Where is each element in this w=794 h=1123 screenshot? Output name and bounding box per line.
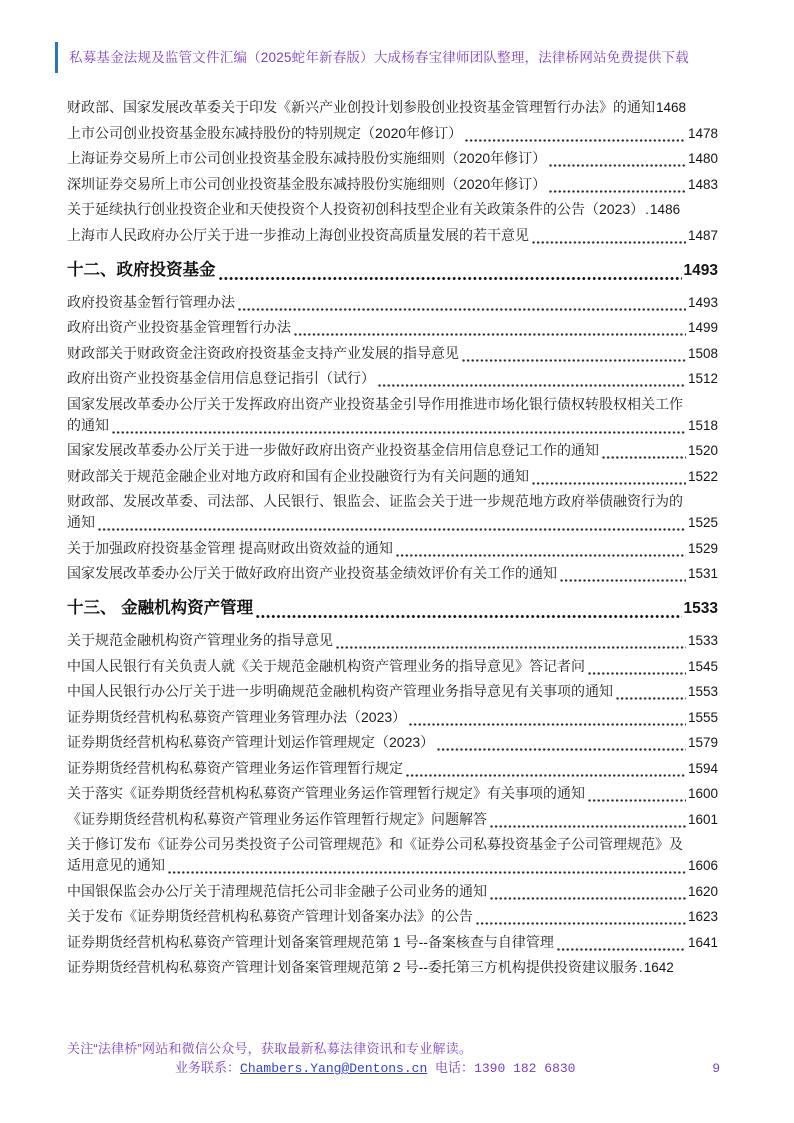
toc-entry	[67, 783, 718, 804]
page-footer	[67, 1040, 722, 1078]
dotted-leader	[294, 325, 686, 336]
toc-entry-title: 上市公司创业投资基金股东减持股份的特别规定（2020年修订）	[67, 124, 463, 141]
toc-entry	[67, 834, 718, 876]
dotted-leader	[588, 664, 686, 675]
toc-entry	[67, 732, 718, 753]
toc-entry-row	[67, 368, 718, 389]
toc-entry-title: 的通知	[67, 416, 109, 433]
dotted-leader	[532, 233, 686, 244]
toc-entry-title: 国家发展改革委办公厅关于进一步做好政府出资产业投资基金信用信息登记工作的通知	[67, 442, 599, 458]
toc-entry-row	[67, 292, 718, 313]
toc-entry	[67, 225, 718, 246]
toc-entry-row	[67, 855, 718, 876]
toc-page-number: 1579	[687, 735, 718, 750]
toc-entry	[67, 466, 718, 487]
toc-entry-row	[67, 148, 718, 169]
header-accent-bar	[55, 42, 58, 73]
dotted-leader	[490, 817, 686, 828]
toc-entry	[67, 681, 718, 702]
toc-entry-title: 国家发展改革委办公厅关于做好政府出资产业投资基金绩效评价有关工作的通知	[67, 565, 557, 581]
footer-note: 关注“法律桥”网站和微信公众号，获取最新私募法律资讯和专业解读。	[67, 1041, 473, 1056]
dotted-leader	[602, 448, 686, 459]
toc-page-number: 1512	[687, 371, 718, 386]
toc-entry-row	[67, 906, 718, 927]
toc-entry	[67, 563, 718, 584]
dotted-leader	[98, 520, 686, 531]
toc-entry-title: 政府投资基金暂行管理办法	[67, 293, 235, 310]
toc-page-number: 1525	[687, 515, 718, 530]
toc-page-number: 1531	[687, 566, 718, 581]
toc-entry-row	[67, 932, 718, 953]
toc-page-number: 1478	[687, 125, 718, 141]
dotted-leader	[378, 376, 686, 387]
toc-entry	[67, 707, 718, 728]
toc-page-number: 1533	[687, 633, 718, 648]
toc-entry	[67, 538, 718, 559]
toc-entry-row	[67, 681, 718, 702]
toc-entry	[67, 343, 718, 364]
toc-entry-title: 证券期货经营机构私募资产管理计划备案管理规范第 1 号--备案核查与自律管理	[67, 933, 554, 950]
dotted-leader	[219, 269, 682, 280]
toc-page-number: 1601	[687, 811, 718, 827]
toc-entry-row	[67, 881, 718, 902]
dotted-leader	[396, 546, 686, 557]
dotted-leader	[437, 740, 686, 751]
toc-entry-title: 中国人民银行有关负责人就《关于规范金融机构资产管理业务的指导意见》答记者问	[67, 657, 585, 674]
dotted-leader	[476, 914, 686, 925]
toc-entry-title: 国家发展改革委办公厅关于发挥政府出资产业投资基金引导作用推进市场化银行债权转股权相关工作	[67, 395, 683, 412]
dotted-leader	[557, 940, 686, 951]
toc-entry-title: 通知	[67, 514, 95, 530]
dotted-leader	[409, 715, 686, 726]
toc-page-number: 1594	[687, 760, 718, 776]
toc-entry-title: 政府出资产业投资基金管理暂行办法	[67, 319, 291, 335]
toc-entry-title: 政府出资产业投资基金信用信息登记指引（试行）	[67, 370, 375, 386]
toc-entry-row	[67, 174, 718, 195]
toc-entry	[67, 656, 718, 677]
toc-page-number: 1468	[656, 100, 687, 115]
toc-entry-title: 关于修订发布《证券公司另类投资子公司管理规范》和《证券公司私募投资基金子公司管理规范》及	[67, 836, 683, 852]
toc-entry-title: 证券期货经营机构私募资产管理业务运作管理暂行规定	[67, 759, 403, 776]
phone-number: 1390 182 6830	[474, 1061, 576, 1076]
toc-entry	[67, 199, 718, 220]
toc-page-number: 1623	[687, 909, 718, 924]
toc-page-number: 1529	[687, 540, 718, 556]
toc-entry-row	[67, 199, 718, 220]
dotted-leader	[462, 351, 686, 362]
toc-entry	[67, 630, 718, 651]
toc-heading-title: 十三、 金融机构资产管理	[67, 599, 254, 617]
toc-entry	[67, 292, 718, 313]
toc-entry-title: 财政部关于财政资金注资政府投资基金支持产业发展的指导意见	[67, 344, 459, 361]
toc-entry-title: 适用意见的通知	[67, 857, 165, 873]
toc-section-heading	[67, 596, 718, 621]
toc-page-number: 1600	[687, 786, 718, 801]
dotted-leader	[549, 182, 686, 193]
toc-entry-row	[67, 707, 718, 728]
dotted-leader	[406, 766, 686, 777]
toc-page-number: 1520	[687, 443, 718, 458]
toc-entry-row	[67, 758, 718, 779]
toc-entry	[67, 881, 718, 902]
toc-entry-title: 关于延续执行创业投资企业和天使投资个人投资初创科技型企业有关政策条件的公告（2023）	[67, 201, 645, 217]
toc-entry	[67, 123, 718, 144]
table-of-contents	[67, 97, 718, 983]
toc-entry	[67, 957, 718, 978]
toc-page-number: 1545	[687, 658, 718, 674]
toc-page-number: 1533	[683, 600, 718, 617]
toc-page-number: 1499	[687, 320, 718, 335]
toc-entry-row	[67, 538, 718, 559]
dotted-leader	[549, 156, 686, 167]
toc-entry	[67, 440, 718, 461]
toc-entry-row	[67, 317, 718, 338]
contact-label: 业务联系：	[175, 1061, 241, 1076]
toc-entry-title: 中国银保监会办公厅关于清理规范信托公司非金融子公司业务的通知	[67, 882, 487, 899]
toc-page-number: 1483	[687, 176, 718, 192]
toc-page-number: 1606	[687, 858, 718, 873]
toc-entry-title: 证券期货经营机构私募资产管理计划备案管理规范第 2 号--委托第三方机构提供投资建议服务	[67, 959, 638, 975]
toc-entry-row	[67, 415, 718, 436]
toc-page-number: 1493	[687, 294, 718, 310]
toc-entry	[67, 174, 718, 195]
toc-entry	[67, 394, 718, 436]
toc-entry-title: 深圳证券交易所上市公司创业投资基金股东减持股份实施细则（2020年修订）	[67, 175, 547, 192]
header-title: 私募基金法规及监管文件汇编（2025蛇年新春版）大成杨春宝律师团队整理，法律桥网站免费提供下载	[69, 49, 689, 65]
toc-page-number: 1487	[687, 227, 718, 243]
toc-entry	[67, 758, 718, 779]
dotted-leader	[168, 863, 686, 874]
toc-entry	[67, 932, 718, 953]
toc-page-number: 1522	[687, 468, 718, 484]
toc-entry-row	[67, 783, 718, 804]
dotted-leader	[112, 423, 686, 434]
toc-page-number: 1518	[687, 417, 718, 433]
toc-entry-row	[67, 123, 718, 144]
toc-entry	[67, 97, 718, 118]
toc-page-number: 1480	[687, 151, 718, 166]
toc-entry-title: 上海证券交易所上市公司创业投资基金股东减持股份实施细则（2020年修订）	[67, 150, 547, 166]
dotted-leader	[256, 607, 681, 618]
toc-entry-row	[67, 809, 718, 830]
toc-page-number: 1641	[687, 934, 718, 950]
dot-leader: .	[638, 959, 643, 975]
dotted-leader	[490, 889, 686, 900]
toc-entry-row	[67, 596, 718, 621]
toc-entry-title: 财政部、发展改革委、司法部、人民银行、银监会、证监会关于进一步规范地方政府举债融资行为的	[67, 493, 683, 509]
toc-entry-row	[67, 656, 718, 677]
dotted-leader	[465, 131, 686, 142]
footer-contact-line	[67, 1060, 722, 1078]
dotted-leader	[336, 638, 686, 649]
toc-entry-row	[67, 563, 718, 584]
toc-entry-row	[67, 466, 718, 487]
toc-entry-title: 关于落实《证券期货经营机构私募资产管理业务运作管理暂行规定》有关事项的通知	[67, 785, 585, 801]
toc-page-number: 1642	[643, 960, 674, 975]
toc-entry	[67, 317, 718, 338]
toc-entry-row	[67, 97, 718, 118]
toc-entry	[67, 148, 718, 169]
toc-entry	[67, 809, 718, 830]
toc-entry	[67, 906, 718, 927]
dotted-leader	[560, 571, 686, 582]
toc-entry-row	[67, 258, 718, 283]
toc-entry-title: 财政部关于规范金融企业对地方政府和国有企业投融资行为有关问题的通知	[67, 467, 529, 484]
toc-entry-title: 上海市人民政府办公厅关于进一步推动上海创业投资高质量发展的若干意见	[67, 226, 529, 243]
toc-entry-row	[67, 957, 718, 978]
toc-entry-row	[67, 512, 718, 533]
dot-leader: .	[645, 201, 650, 217]
dotted-leader	[616, 689, 686, 700]
phone-label: 电话：	[427, 1061, 475, 1076]
toc-entry	[67, 491, 718, 533]
toc-page-number: 1486	[650, 202, 681, 217]
page-number: 9	[712, 1061, 720, 1076]
toc-entry-row	[67, 225, 718, 246]
toc-page-number: 1555	[687, 709, 718, 725]
page-header	[55, 42, 732, 73]
toc-section-heading	[67, 258, 718, 283]
toc-entry-title: 证券期货经营机构私募资产管理计划运作管理规定（2023）	[67, 734, 435, 750]
toc-entry-title: 关于加强政府投资基金管理 提高财政出资效益的通知	[67, 539, 393, 556]
email-link[interactable]: Chambers.Yang@Dentons.cn	[240, 1061, 428, 1076]
dotted-leader	[238, 300, 686, 311]
toc-page-number: 1620	[687, 883, 718, 899]
toc-entry-row	[67, 440, 718, 461]
toc-page-number: 1553	[687, 684, 718, 699]
toc-entry-row	[67, 343, 718, 364]
toc-entry-row	[67, 732, 718, 753]
toc-entry-title: 关于发布《证券期货经营机构私募资产管理计划备案办法》的公告	[67, 908, 473, 924]
toc-entry	[67, 368, 718, 389]
toc-entry-title: 财政部、国家发展改革委关于印发《新兴产业创投计划参股创业投资基金管理暂行办法》的通知	[67, 99, 655, 115]
toc-entry-title: 证券期货经营机构私募资产管理业务管理办法（2023）	[67, 708, 407, 725]
toc-entry-row	[67, 630, 718, 651]
toc-entry-title: 《证券期货经营机构私募资产管理业务运作管理暂行规定》问题解答	[67, 810, 487, 827]
dotted-leader	[532, 474, 686, 485]
toc-page-number: 1508	[687, 345, 718, 361]
toc-entry-title: 关于规范金融机构资产管理业务的指导意见	[67, 632, 333, 648]
toc-page-number: 1493	[683, 261, 718, 279]
dotted-leader	[588, 791, 686, 802]
toc-entry-title: 中国人民银行办公厅关于进一步明确规范金融机构资产管理业务指导意见有关事项的通知	[67, 683, 613, 699]
toc-heading-title: 十二、政府投资基金	[67, 260, 216, 279]
